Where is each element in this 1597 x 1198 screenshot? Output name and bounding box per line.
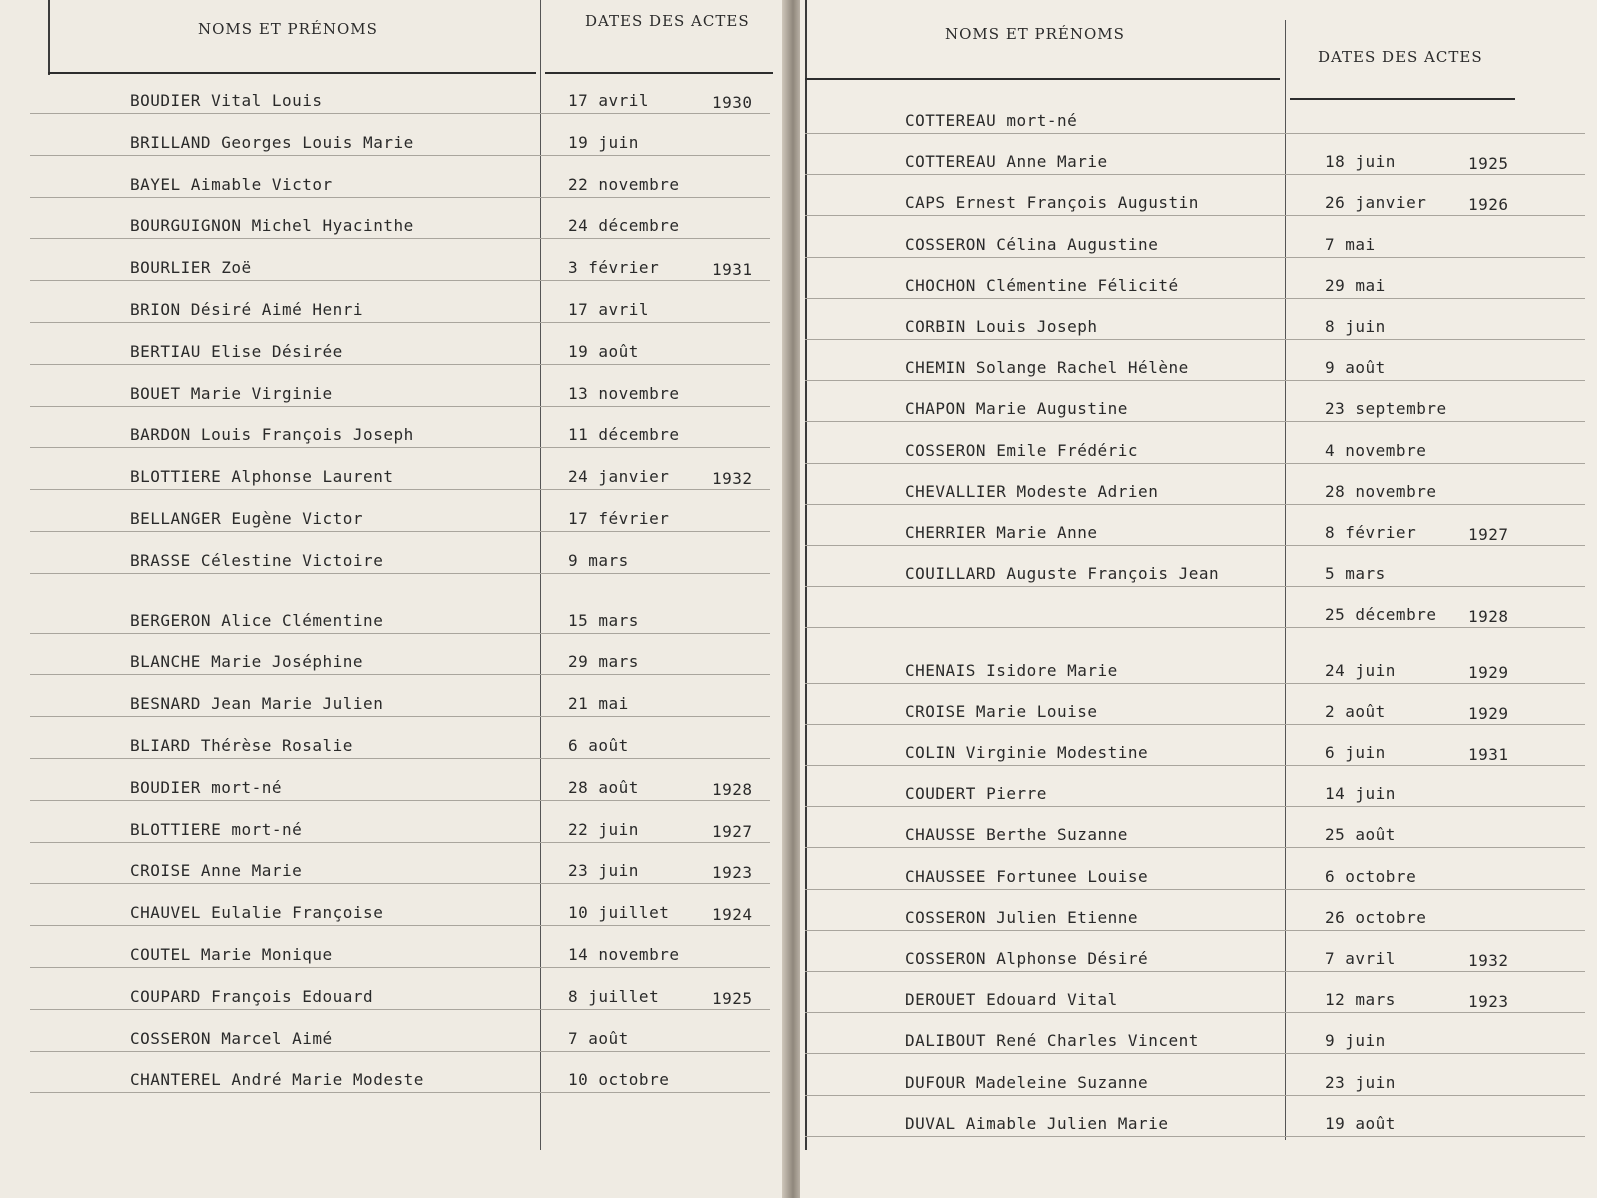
entry-name: DUVAL Aimable Julien Marie (905, 1113, 1169, 1133)
entry-name: COUDERT Pierre (905, 784, 1047, 804)
entry-date: 29 mars (568, 652, 639, 672)
ruled-line (805, 339, 1585, 340)
entry-name: CHAPON Marie Augustine (905, 399, 1128, 419)
ruled-line (805, 174, 1585, 175)
entry-name: BOURLIER Zoë (130, 258, 252, 278)
entry-date: 12 mars (1325, 990, 1396, 1010)
entry-date: 8 février (1325, 523, 1417, 542)
entry-name: BAYEL Aimable Victor (130, 174, 333, 194)
entry-name: COSSERON Célina Augustine (905, 234, 1159, 254)
entry-name: COUTEL Marie Monique (130, 945, 333, 964)
entry-date: 6 octobre (1325, 866, 1417, 886)
register-row (0, 419, 786, 449)
ruled-line (30, 800, 770, 801)
right-header-names: NOMS ET PRÉNOMS (945, 25, 1125, 43)
entry-date: 19 juin (568, 132, 639, 152)
entry-year: 1930 (712, 93, 753, 112)
entry-name: DUFOUR Madeleine Suzanne (905, 1072, 1149, 1092)
entry-date: 7 mai (1325, 234, 1376, 254)
entry-name: COUILLARD Auguste François Jean (905, 564, 1220, 584)
register-row (800, 311, 1597, 341)
entry-year: 1924 (712, 905, 753, 925)
entry-name: DEROUET Edouard Vital (905, 990, 1118, 1010)
ruled-line (30, 573, 770, 574)
entry-year: 1932 (1468, 951, 1509, 970)
register-row (800, 393, 1597, 423)
register-row (0, 855, 786, 885)
entry-date: 28 novembre (1325, 481, 1437, 501)
right-header-underline-dates (1290, 98, 1515, 100)
entry-date: 9 mars (568, 550, 629, 570)
ruled-line (805, 215, 1585, 216)
register-row (0, 127, 786, 157)
register-row (0, 981, 786, 1011)
entry-year: 1927 (1468, 525, 1509, 544)
ruled-line (30, 447, 770, 448)
entry-date: 24 janvier (568, 467, 670, 487)
register-row (0, 1064, 786, 1094)
register-row (0, 646, 786, 676)
entry-year: 1923 (712, 863, 753, 883)
ruled-line (805, 380, 1585, 381)
entry-name: BLOTTIERE mort-né (130, 819, 303, 839)
entry-name: COLIN Virginie Modestine (905, 743, 1149, 762)
left-page (0, 0, 786, 1198)
ruled-line (30, 1051, 770, 1052)
ruled-line (805, 971, 1585, 972)
ruled-line (805, 298, 1585, 299)
ruled-line (30, 197, 770, 198)
register-row (800, 861, 1597, 891)
ruled-line (30, 758, 770, 759)
entry-date: 23 septembre (1325, 399, 1447, 419)
ruled-line (805, 1095, 1585, 1096)
entry-date: 23 juin (568, 861, 639, 881)
entry-date: 23 juin (1325, 1072, 1396, 1092)
entry-year: 1931 (712, 260, 753, 280)
entry-year: 1923 (1468, 992, 1509, 1012)
register-row (0, 378, 786, 408)
entry-date: 25 août (1325, 825, 1396, 845)
ruled-line (805, 586, 1585, 587)
register-row (0, 605, 786, 635)
ruled-line (805, 930, 1585, 931)
entry-date: 7 août (568, 1028, 629, 1048)
ruled-line (30, 925, 770, 926)
entry-year: 1932 (712, 469, 753, 489)
entry-name: BERTIAU Elise Désirée (130, 341, 343, 361)
entry-date: 22 novembre (568, 174, 680, 194)
entry-date: 17 avril (568, 91, 650, 110)
register-row (800, 517, 1597, 547)
ruled-line (30, 364, 770, 365)
entry-name: CHERRIER Marie Anne (905, 523, 1098, 542)
entry-name: CHEVALLIER Modeste Adrien (905, 481, 1159, 501)
ruled-line (30, 531, 770, 532)
ruled-line (30, 674, 770, 675)
ruled-line (805, 627, 1585, 628)
register-row (800, 229, 1597, 259)
entry-year: 1929 (1468, 703, 1509, 723)
ruled-line (805, 463, 1585, 464)
entry-year: 1928 (1468, 607, 1509, 627)
entry-name: BERGERON Alice Clémentine (130, 610, 384, 630)
entry-year: 1928 (712, 779, 753, 799)
entry-date: 14 novembre (568, 945, 680, 964)
register-row (0, 210, 786, 240)
register-row (800, 696, 1597, 726)
entry-name: DALIBOUT René Charles Vincent (905, 1031, 1199, 1051)
entry-date: 17 février (568, 509, 670, 528)
entry-date: 25 décembre (1325, 605, 1437, 625)
ruled-line (30, 280, 770, 281)
entry-name: CHOCHON Clémentine Félicité (905, 275, 1179, 295)
entry-name: BRILLAND Georges Louis Marie (130, 132, 414, 152)
entry-date: 6 juin (1325, 743, 1386, 762)
left-header-underline-dates (545, 72, 773, 74)
register-row (800, 1108, 1597, 1138)
entry-date: 3 février (568, 258, 660, 278)
entry-date: 17 avril (568, 300, 650, 319)
register-row (800, 352, 1597, 382)
ruled-line (30, 1009, 770, 1010)
entry-date: 11 décembre (568, 425, 680, 445)
register-row (0, 688, 786, 718)
entry-year: 1925 (1468, 154, 1509, 174)
register-row (0, 252, 786, 282)
register-row (800, 655, 1597, 685)
ruled-line (30, 883, 770, 884)
entry-date: 2 août (1325, 701, 1386, 721)
register-row (0, 939, 786, 969)
entry-name: BOUDIER mort-né (130, 777, 282, 797)
entry-date: 19 août (1325, 1113, 1396, 1133)
register-row (0, 503, 786, 533)
entry-name: BLIARD Thérèse Rosalie (130, 736, 353, 755)
entry-name: BLANCHE Marie Joséphine (130, 652, 364, 672)
ruled-line (805, 683, 1585, 684)
ruled-line (805, 765, 1585, 766)
entry-name: CORBIN Louis Joseph (905, 317, 1098, 336)
entry-date: 21 mai (568, 694, 629, 714)
entry-date: 5 mars (1325, 564, 1386, 584)
entry-date: 18 juin (1325, 152, 1396, 172)
register-row (0, 814, 786, 844)
ruled-line (30, 1092, 770, 1093)
entry-date: 24 juin (1325, 660, 1396, 680)
entry-name: COUPARD François Edouard (130, 986, 374, 1006)
register-row (0, 730, 786, 760)
left-header-underline-names (48, 72, 536, 74)
entry-date: 9 juin (1325, 1031, 1386, 1051)
register-row (800, 737, 1597, 767)
entry-name: BOUET Marie Virginie (130, 383, 333, 403)
ruled-line (30, 238, 770, 239)
entry-date: 10 octobre (568, 1070, 670, 1090)
ruled-line (30, 489, 770, 490)
register-row (800, 599, 1597, 629)
register-row (0, 336, 786, 366)
entry-name: CHEMIN Solange Rachel Hélène (905, 358, 1189, 378)
register-row (800, 187, 1597, 217)
register-row (0, 294, 786, 324)
ruled-line (30, 842, 770, 843)
entry-name: COSSERON Emile Frédéric (905, 440, 1139, 460)
entry-name: COSSERON Julien Etienne (905, 907, 1139, 927)
entry-name: BESNARD Jean Marie Julien (130, 694, 384, 714)
ruled-line (805, 257, 1585, 258)
entry-year: 1927 (712, 821, 753, 841)
register-row (0, 897, 786, 927)
entry-date: 22 juin (568, 819, 639, 839)
entry-date: 15 mars (568, 610, 639, 630)
entry-name: BELLANGER Eugène Victor (130, 509, 364, 528)
entry-date: 28 août (568, 777, 639, 797)
ruled-line (805, 545, 1585, 546)
entry-year: 1925 (712, 988, 753, 1008)
register-row (800, 270, 1597, 300)
register-row (800, 819, 1597, 849)
entry-date: 24 décembre (568, 216, 680, 236)
register-row (800, 1025, 1597, 1055)
left-header-names: NOMS ET PRÉNOMS (198, 20, 378, 38)
entry-date: 19 août (568, 341, 639, 361)
ruled-line (805, 889, 1585, 890)
register-row (0, 169, 786, 199)
ruled-line (805, 1012, 1585, 1013)
entry-name: CROISE Marie Louise (905, 701, 1098, 721)
register-row (800, 778, 1597, 808)
entry-date: 4 novembre (1325, 440, 1427, 460)
register-row (0, 545, 786, 575)
left-frame (48, 0, 50, 75)
register-row (800, 146, 1597, 176)
entry-name: BOURGUIGNON Michel Hyacinthe (130, 216, 414, 236)
ruled-line (30, 406, 770, 407)
ruled-line (30, 633, 770, 634)
register-row (800, 105, 1597, 135)
entry-name: COTTEREAU Anne Marie (905, 152, 1108, 172)
ruled-line (30, 716, 770, 717)
entry-name: COSSERON Marcel Aimé (130, 1028, 333, 1048)
right-header-dates: DATES DES ACTES (1318, 48, 1483, 66)
register-row (800, 902, 1597, 932)
entry-date: 8 juin (1325, 317, 1386, 336)
ruled-line (805, 806, 1585, 807)
entry-date: 6 août (568, 736, 629, 755)
entry-name: BARDON Louis François Joseph (130, 425, 414, 445)
entry-date: 9 août (1325, 358, 1386, 378)
ruled-line (30, 322, 770, 323)
register-row (800, 943, 1597, 973)
entry-date: 7 avril (1325, 949, 1396, 968)
ruled-line (805, 421, 1585, 422)
ruled-line (805, 504, 1585, 505)
entry-date: 14 juin (1325, 784, 1396, 804)
entry-date: 13 novembre (568, 383, 680, 403)
entry-name: CHAUSSE Berthe Suzanne (905, 825, 1128, 845)
ruled-line (805, 847, 1585, 848)
ruled-line (805, 133, 1585, 134)
register-row (800, 1067, 1597, 1097)
entry-date: 8 juillet (568, 986, 660, 1006)
entry-name: BRASSE Célestine Victoire (130, 550, 384, 570)
entry-name: BRION Désiré Aimé Henri (130, 300, 364, 319)
ruled-line (805, 724, 1585, 725)
ruled-line (805, 1053, 1585, 1054)
ruled-line (30, 155, 770, 156)
entry-date: 29 mai (1325, 275, 1386, 295)
entry-name: CAPS Ernest François Augustin (905, 193, 1199, 213)
ruled-line (30, 967, 770, 968)
entry-name: CHENAIS Isidore Marie (905, 660, 1118, 680)
entry-name: COSSERON Alphonse Désiré (905, 949, 1149, 968)
register-row (800, 984, 1597, 1014)
entry-name: BLOTTIERE Alphonse Laurent (130, 467, 394, 487)
register-row (0, 85, 786, 115)
register-row (800, 476, 1597, 506)
entry-name: CHAUSSEE Fortunee Louise (905, 866, 1149, 886)
entry-name: COTTEREAU mort-né (905, 111, 1078, 130)
entry-year: 1931 (1468, 745, 1509, 764)
entry-date: 10 juillet (568, 903, 670, 923)
entry-name: CHANTEREL André Marie Modeste (130, 1070, 424, 1090)
left-header-dates: DATES DES ACTES (585, 12, 750, 30)
entry-name: CHAUVEL Eulalie Françoise (130, 903, 384, 923)
entry-name: BOUDIER Vital Louis (130, 91, 323, 110)
register-row (800, 558, 1597, 588)
register-row (0, 461, 786, 491)
entry-date: 26 janvier (1325, 193, 1427, 213)
ruled-line (805, 1136, 1585, 1137)
entry-year: 1926 (1468, 195, 1509, 215)
register-row (800, 435, 1597, 465)
entry-year: 1929 (1468, 662, 1509, 682)
entry-name: CROISE Anne Marie (130, 861, 303, 881)
register-row (0, 1023, 786, 1053)
entry-date: 26 octobre (1325, 907, 1427, 927)
register-row (0, 772, 786, 802)
right-page (800, 0, 1597, 1198)
right-header-underline-names (805, 78, 1280, 80)
ruled-line (30, 113, 770, 114)
